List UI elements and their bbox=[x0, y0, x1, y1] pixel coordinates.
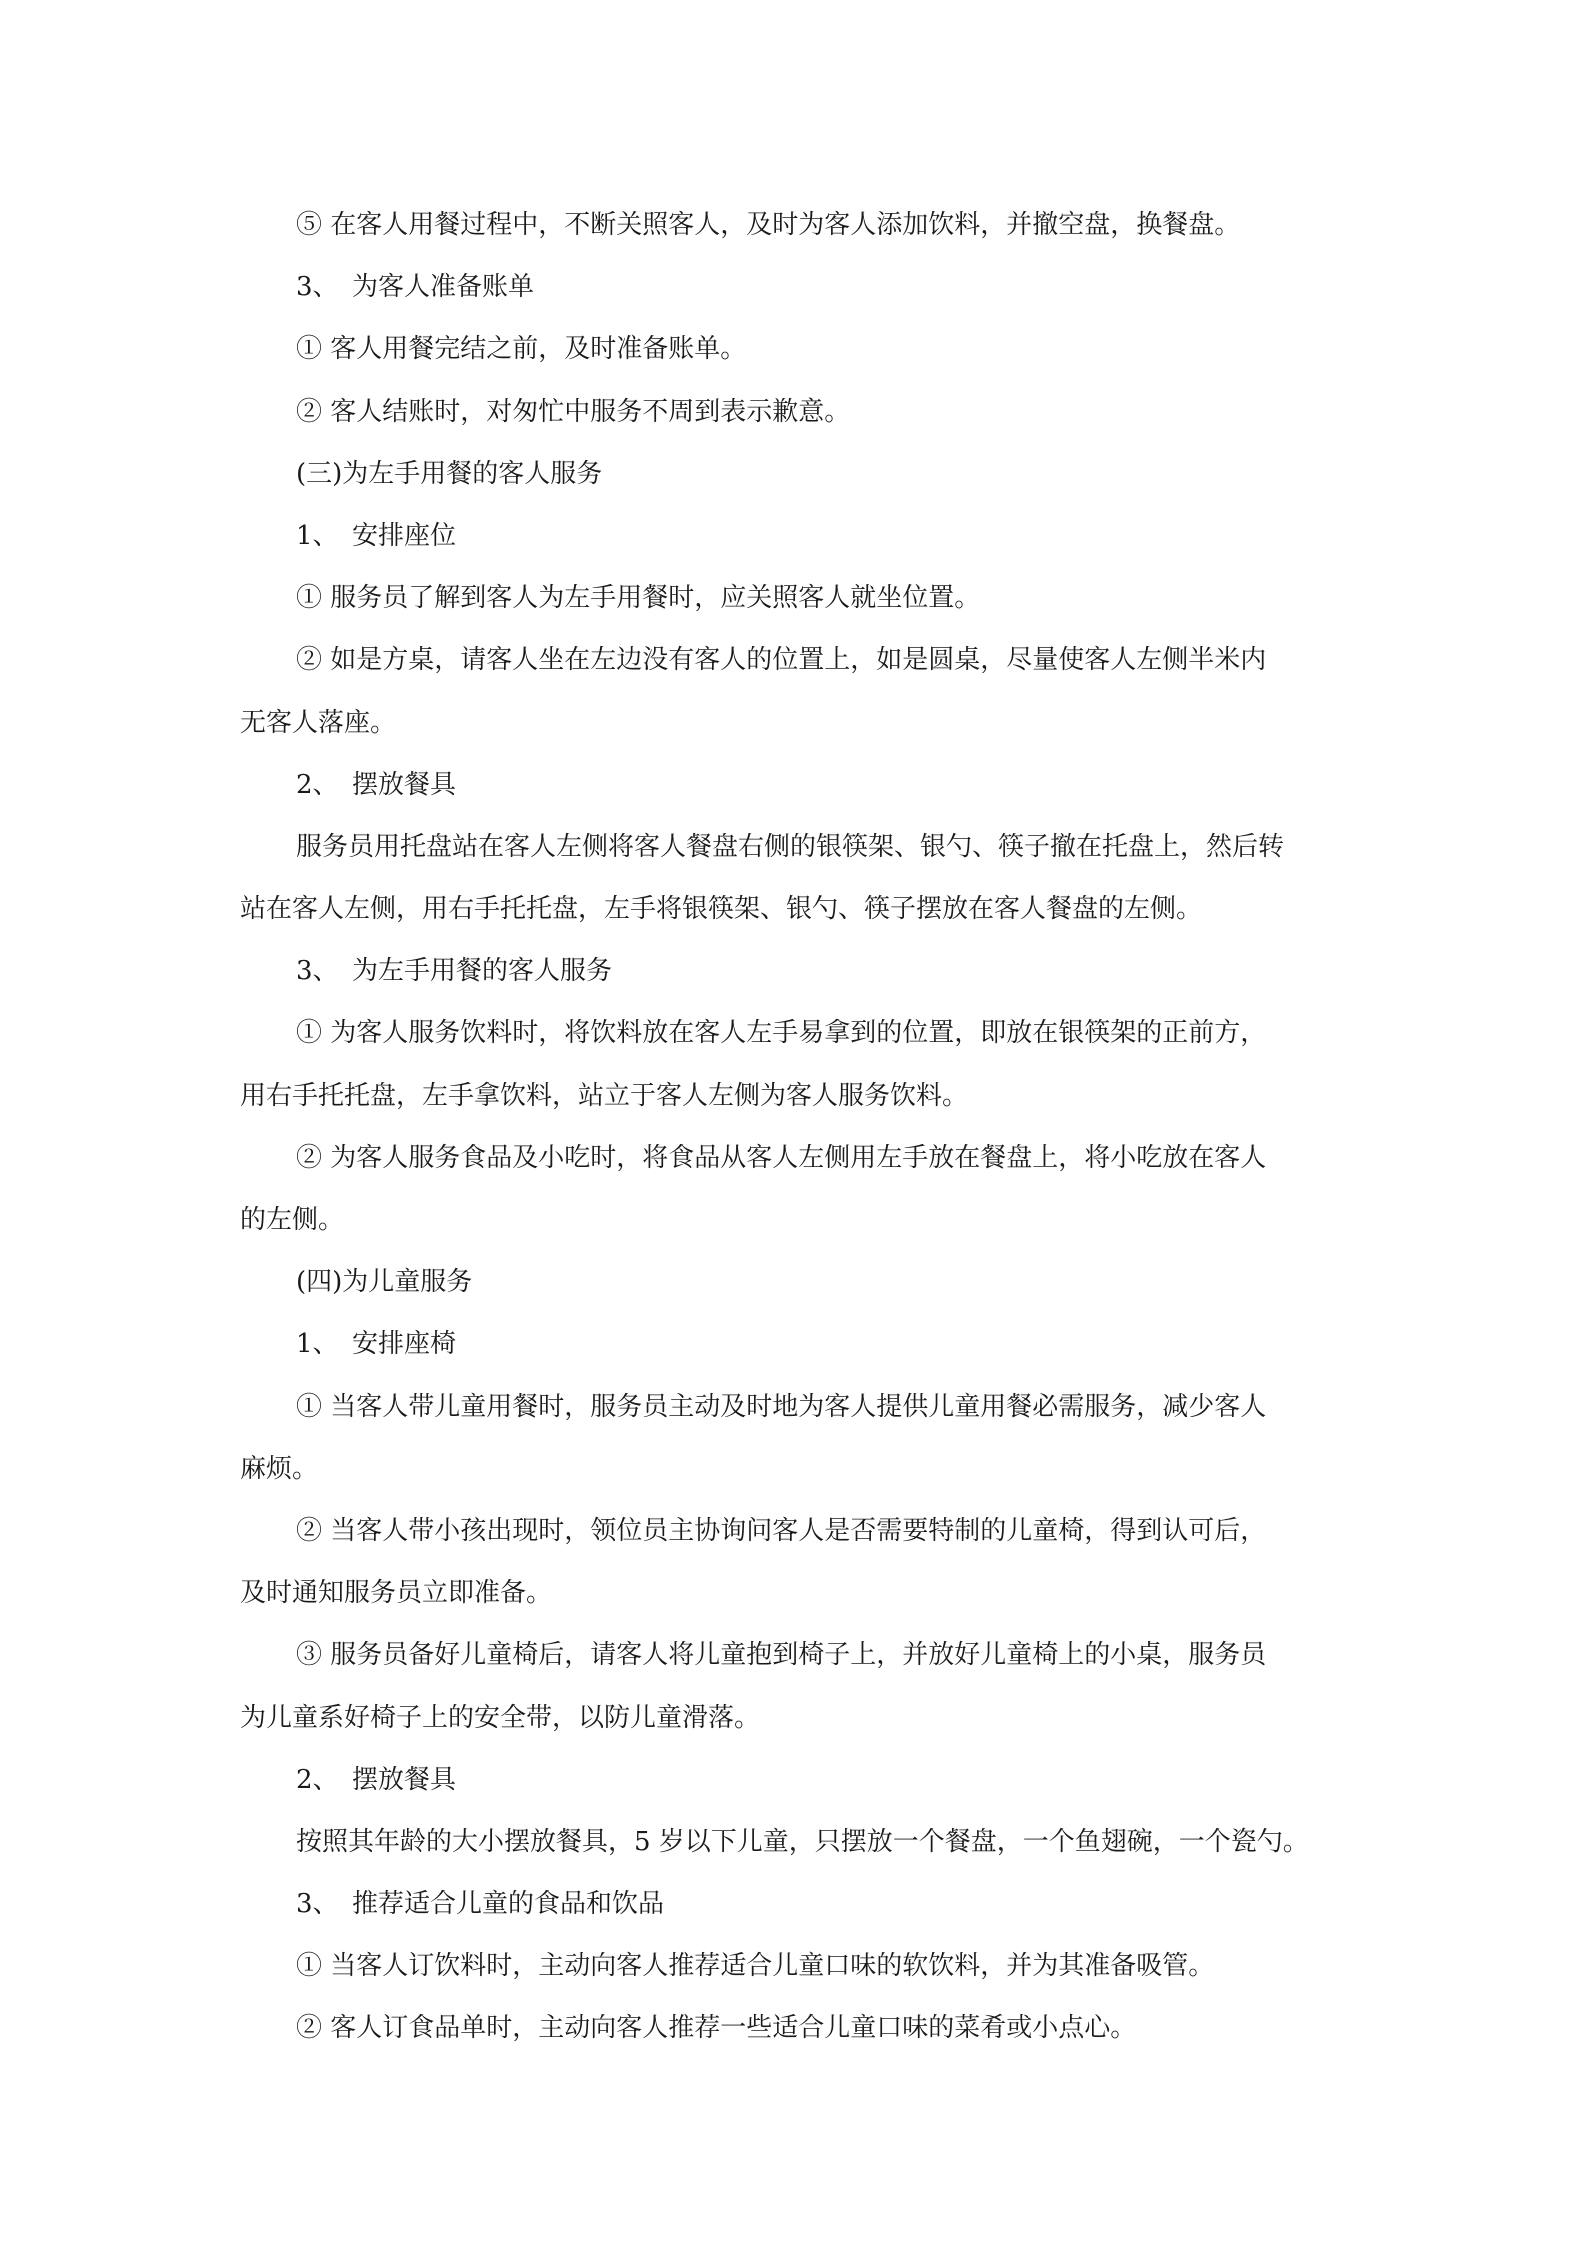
paragraph-line: ② 客人结账时，对匆忙中服务不周到表示歉意。 bbox=[296, 396, 851, 427]
paragraph-line: 麻烦。 bbox=[240, 1453, 319, 1484]
paragraph-line: ① 客人用餐完结之前，及时准备账单。 bbox=[296, 334, 747, 365]
paragraph-line: 用右手托托盘，左手拿饮料，站立于客人左侧为客人服务饮料。 bbox=[240, 1080, 969, 1111]
paragraph-line: ② 当客人带小孩出现时，领位员主协询问客人是否需要特制的儿童椅，得到认可后， bbox=[296, 1515, 1267, 1546]
heading-text: 摆放餐具 bbox=[352, 769, 457, 800]
paragraph-line: 及时通知服务员立即准备。 bbox=[240, 1578, 553, 1609]
section-heading bbox=[240, 1873, 1356, 1935]
section-heading bbox=[240, 754, 1356, 816]
paragraph-line: (四)为儿童服务 bbox=[296, 1267, 473, 1298]
paragraph-line: ② 如是方桌，请客人坐在左边没有客人的位置上，如是圆桌，尽量使客人左侧半米内 bbox=[296, 645, 1267, 676]
paragraph-line: 无客人落座。 bbox=[240, 707, 397, 738]
paragraph-line: 的左侧。 bbox=[240, 1205, 345, 1235]
heading-text: 为左手用餐的客人服务 bbox=[352, 956, 613, 987]
heading-number: 3、 bbox=[296, 1889, 339, 1920]
section-heading bbox=[240, 940, 1356, 1002]
paragraph-line: 服务员用托盘站在客人左侧将客人餐盘右侧的银筷架、银勺、筷子撤在托盘上，然后转 bbox=[296, 831, 1285, 862]
paragraph-line: ① 当客人带儿童用餐时，服务员主动及时地为客人提供儿童用餐必需服务，减少客人 bbox=[296, 1391, 1267, 1422]
heading-number: 2、 bbox=[296, 1764, 339, 1795]
heading-text: 安排座椅 bbox=[352, 1329, 457, 1360]
paragraph-line: 为儿童系好椅子上的安全带，以防儿童滑落。 bbox=[240, 1702, 761, 1733]
section-heading bbox=[240, 1749, 1356, 1811]
heading-number: 3、 bbox=[296, 956, 339, 987]
heading-number: 3、 bbox=[296, 272, 339, 303]
paragraph-line: ② 客人订食品单时，主动向客人推荐一些适合儿童口味的菜肴或小点心。 bbox=[296, 2013, 1137, 2044]
paragraph-line: ① 当客人订饮料时，主动向客人推荐适合儿童口味的软饮料，并为其准备吸管。 bbox=[296, 1951, 1215, 1982]
heading-number: 2、 bbox=[296, 769, 339, 800]
paragraph-line: 按照其年龄的大小摆放餐具，5 岁以下儿童，只摆放一个餐盘，一个鱼翅碗，一个瓷勺。 bbox=[296, 1826, 1309, 1857]
heading-number: 1、 bbox=[296, 1329, 339, 1360]
paragraph-line: ① 为客人服务饮料时，将饮料放在客人左手易拿到的位置，即放在银筷架的正前方， bbox=[296, 1018, 1267, 1049]
section-heading bbox=[240, 256, 1356, 318]
paragraph-line: ② 为客人服务食品及小吃时，将食品从客人左侧用左手放在餐盘上，将小吃放在客人 bbox=[296, 1142, 1267, 1173]
heading-text: 摆放餐具 bbox=[352, 1764, 457, 1795]
heading-text: 推荐适合儿童的食品和饮品 bbox=[352, 1889, 665, 1920]
paragraph-line: ① 服务员了解到客人为左手用餐时，应关照客人就坐位置。 bbox=[296, 583, 981, 614]
paragraph-line: ③ 服务员备好儿童椅后，请客人将儿童抱到椅子上，并放好儿童椅上的小桌，服务员 bbox=[296, 1640, 1267, 1671]
paragraph-line: (三)为左手用餐的客人服务 bbox=[296, 458, 603, 489]
heading-number: 1、 bbox=[296, 520, 339, 551]
heading-text: 安排座位 bbox=[352, 520, 457, 551]
paragraph-line: 站在客人左侧，用右手托托盘，左手将银筷架、银勺、筷子摆放在客人餐盘的左侧。 bbox=[240, 894, 1203, 925]
paragraph-line: ⑤ 在客人用餐过程中，不断关照客人，及时为客人添加饮料，并撤空盘，换餐盘。 bbox=[296, 210, 1241, 240]
heading-text: 为客人准备账单 bbox=[352, 272, 535, 303]
section-heading bbox=[240, 505, 1356, 567]
section-heading bbox=[240, 1313, 1356, 1375]
document-body bbox=[240, 194, 1356, 2060]
